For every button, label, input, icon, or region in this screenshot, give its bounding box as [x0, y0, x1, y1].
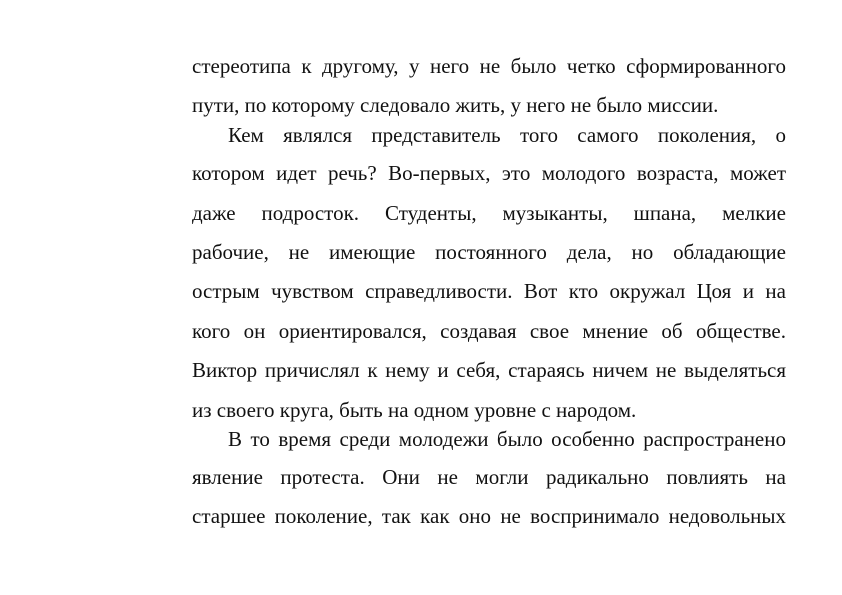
text-line-4: котором идет речь? Во-первых, это молодого возраста, может [192, 161, 786, 185]
text-line-2: пути, по которому следовало жить, у него не было миссии. [192, 93, 719, 117]
text-line-6: рабочие, не имеющие постоянного дела, но обладающие [192, 240, 786, 264]
text-line-13: старшее поколение, так как оно не воспринимало недовольных [192, 504, 786, 528]
text-line-10: из своего круга, быть на одном уровне с народом. [192, 398, 637, 422]
text-line-9: Виктор причислял к нему и себя, стараясь ничем не выделяться [192, 358, 786, 382]
text-line-3: Кем являлся представитель того самого поколения, о [228, 123, 786, 147]
text-line-1: стереотипа к другому, у него не было четко сформированного [192, 54, 786, 78]
text-line-5: даже подросток. Студенты, музыканты, шпана, мелкие [192, 201, 786, 225]
text-line-11: В то время среди молодежи было особенно распространено [228, 427, 786, 451]
text-line-8: кого он ориентировался, создавая свое мнение об обществе. [192, 319, 786, 343]
text-line-12: явление протеста. Они не могли радикально повлиять на [192, 465, 786, 489]
text-line-7: острым чувством справедливости. Вот кто окружал Цоя и на [192, 279, 786, 303]
